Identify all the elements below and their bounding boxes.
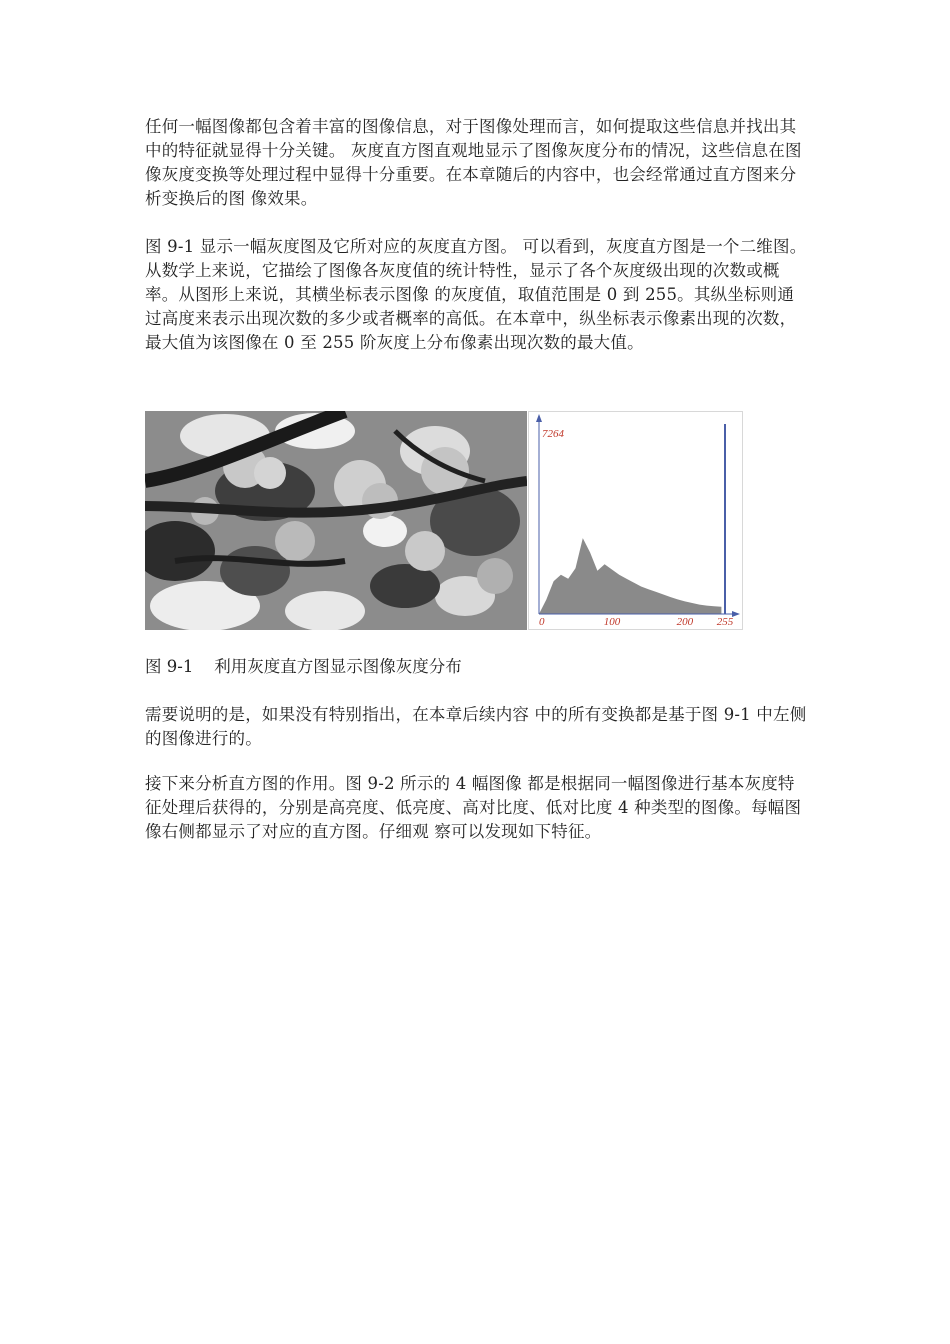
gray-histogram-chart xyxy=(528,411,743,630)
histogram-description-paragraph: 图 9-1 显示一幅灰度图及它所对应的灰度直方图。 可以看到，灰度直方图是一个二维图。从数学上来说，它描绘了图像各灰度值的统计特性，显示了各个灰度级出现的次数或概率。从图形上来说，其横坐标表示图像 的灰度值，取值范围是 0 到 255。其纵坐标则通过高度来表示出现次数的多少或者概率的高低。在本章中，纵坐标表示像素出现的次数，最大值为该图像在 0 至 255 阶灰度上分布像素出现次数的最大值。 xyxy=(145,237,807,352)
y-axis-arrow xyxy=(536,414,542,422)
x-tick-label: 255 xyxy=(716,616,734,628)
histogram-usage-paragraph: 接下来分析直方图的作用。图 9-2 所示的 4 幅图像 都是根据同一幅图像进行基本灰度特征处理后获得的，分别是高亮度、低亮度、高对比度、低对比度 4 种类型的图像。每幅图像右侧都显示了对应的直方图。仔细观 察可以发现如下特征。 xyxy=(145,774,802,841)
x-tick-label: 0 xyxy=(539,616,545,628)
histogram-area xyxy=(539,538,721,614)
figure-caption: 图 9-1 利用灰度直方图显示图像灰度分布 xyxy=(145,657,462,676)
x-tick-label: 100 xyxy=(603,616,621,628)
x-tick-label: 200 xyxy=(676,616,694,628)
figure-9-1 xyxy=(145,411,743,630)
grayscale-flower-photo xyxy=(145,411,527,630)
intro-paragraph: 任何一幅图像都包含着丰富的图像信息，对于图像处理而言，如何提取这些信息并找出其中的特征就显得十分关键。 灰度直方图直观地显示了图像灰度分布的情况，这些信息在图像灰度变换等处理过程中显得十分重要。在本章随后的内容中，也会经常通过直方图来分析变换后的图 像效果。 xyxy=(145,117,802,208)
y-max-label: 7264 xyxy=(542,428,564,440)
note-paragraph: 需要说明的是，如果没有特别指出，在本章后续内容 中的所有变换都是基于图 9-1 中左侧的图像进行的。 xyxy=(145,705,807,748)
